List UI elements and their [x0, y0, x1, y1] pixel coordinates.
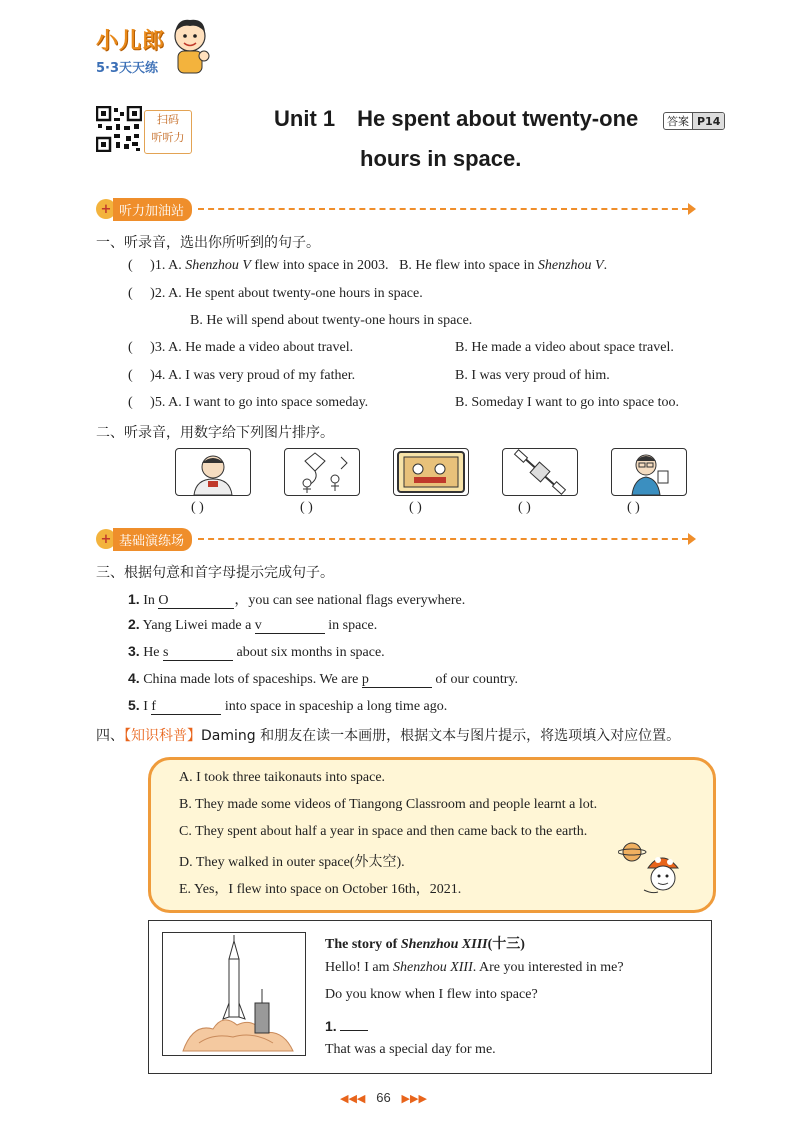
- prev-arrows-icon: ◀◀◀: [340, 1093, 366, 1105]
- item-number: )1.: [150, 258, 166, 273]
- story-title: [325, 933, 525, 953]
- fill-blank[interactable]: [158, 593, 234, 609]
- answer-paren-1[interactable]: ( ): [191, 500, 204, 515]
- answer-paren-3[interactable]: ( ): [409, 500, 422, 515]
- q1-item-2-option-b: B. He will spend about twenty-one hours in space.: [190, 313, 473, 328]
- page-number: 66: [376, 1090, 391, 1105]
- section-banner-listening: [96, 198, 696, 220]
- option-a-text: flew into space in 2003.: [250, 258, 389, 273]
- logo-title: 小儿郎: [96, 29, 166, 54]
- rocket-launch-icon: [163, 933, 305, 1055]
- q3-item-4: [128, 670, 518, 688]
- option-d: D. They walked in outer space(外太空).: [179, 855, 405, 870]
- q3-item-1: [128, 589, 465, 609]
- picture-boy-reading: [611, 448, 687, 496]
- fill-blank[interactable]: [151, 699, 221, 715]
- section-label: 基础演练场: [113, 528, 192, 551]
- scan-to-listen-label: [144, 110, 192, 154]
- option-a-text: A. He spent about twenty-one hours in space.: [168, 286, 423, 301]
- fill-blank[interactable]: [163, 645, 233, 661]
- fill-blank[interactable]: [362, 672, 432, 688]
- qr-label-line1: 扫码: [157, 113, 179, 126]
- sentence-end: into space in spaceship a long time ago.: [221, 699, 448, 714]
- answer-label: 答案: [667, 115, 689, 128]
- sentence-start: Yang Liwei made a: [142, 618, 255, 633]
- q1-item-3: ( )3. A. He made a video about travel.: [128, 340, 354, 355]
- answer-paren-2[interactable]: ( ): [300, 500, 313, 515]
- picture-space-station: [502, 448, 578, 496]
- divider: [198, 538, 688, 540]
- option-b-italic: Shenzhou V: [537, 258, 604, 273]
- option-a-text: A. I want to go into space someday.: [168, 395, 369, 410]
- question-3-heading: 三、根据句意和首字母提示完成句子。: [96, 565, 334, 581]
- rocket-launch-picture: [162, 932, 306, 1056]
- answer-page-badge: [663, 112, 725, 130]
- initial-letter: v: [254, 618, 262, 633]
- answer-page: P14: [692, 113, 724, 129]
- fill-blank[interactable]: [340, 1015, 368, 1031]
- question-2-heading: 二、听录音，用数字给下列图片排序。: [96, 425, 334, 441]
- q1-item-3-option-b: B. He made a video about space travel.: [455, 340, 674, 355]
- sentence-start: I: [143, 699, 152, 714]
- story-line-4: That was a special day for me.: [325, 1042, 496, 1057]
- item-number: )3.: [150, 340, 166, 355]
- line-italic: Shenzhou XIII: [393, 960, 473, 975]
- section-banner-basics: [96, 528, 696, 550]
- video-screen-icon: [394, 449, 468, 495]
- plus-icon: +: [96, 529, 116, 549]
- unit-title-line2: hours in space.: [360, 146, 522, 171]
- answer-paren-5[interactable]: ( ): [627, 500, 640, 515]
- option-a-italic: Shenzhou V: [185, 258, 251, 273]
- initial-letter: s: [163, 645, 169, 660]
- initial-letter: f: [151, 699, 157, 714]
- option-a: A. I took three taikonauts into space.: [179, 770, 386, 785]
- item-number: )5.: [150, 395, 166, 410]
- page-footer: [340, 1090, 427, 1105]
- boy-reading-icon: [612, 449, 686, 495]
- qr-label-line2: 听听力: [151, 131, 185, 144]
- arrow-right-icon: [688, 533, 696, 545]
- sentence-end: about six months in space.: [233, 645, 385, 660]
- mascot-boy-icon: [168, 16, 212, 78]
- sentence-start: In: [143, 593, 159, 608]
- unit-number: Unit 1: [274, 106, 336, 131]
- story-title-italic: Shenzhou XIII: [400, 937, 488, 952]
- heading-tag: 【知识科普】: [124, 728, 201, 744]
- item-number: 1.: [128, 591, 140, 607]
- item-number: 5.: [128, 697, 140, 713]
- logo-subtitle: 5·3天天练: [96, 61, 159, 76]
- option-a-prefix: A.: [168, 258, 186, 273]
- heading-number: 四、: [96, 728, 124, 744]
- item-number: 3.: [128, 643, 140, 659]
- unit-title-line1: [274, 106, 638, 132]
- item-number: )4.: [150, 368, 166, 383]
- q3-item-2: [128, 616, 377, 634]
- fill-blank[interactable]: [255, 618, 325, 634]
- answer-paren-4[interactable]: ( ): [518, 500, 531, 515]
- initial-letter: p: [361, 672, 369, 687]
- sentence-end: of our country.: [431, 672, 519, 687]
- q1-item-5: ( )5. A. I want to go into space someday.: [128, 395, 369, 410]
- item-number: 4.: [128, 670, 140, 686]
- unit-title-text: He spent about twenty-one: [357, 106, 639, 131]
- picture-kite-flying: [284, 448, 360, 496]
- sentence-end: in space.: [324, 618, 378, 633]
- astronaut-icon: [176, 449, 250, 495]
- option-b-prefix: B. He flew into space in: [399, 258, 538, 273]
- option-b-text: .: [603, 258, 608, 273]
- mascot-astronaut-icon: [618, 838, 694, 900]
- option-a-text: A. I was very proud of my father.: [168, 368, 356, 383]
- story-title-prefix: The story of: [325, 937, 401, 952]
- q1-item-4-option-b: B. I was very proud of him.: [455, 368, 610, 383]
- q1-item-5-option-b: B. Someday I want to go into space too.: [455, 395, 679, 410]
- story-line-1: [325, 960, 624, 976]
- line-end: . Are you interested in me?: [472, 960, 624, 975]
- kite-icon: [285, 449, 359, 495]
- sentence-start: China made lots of spaceships. We are: [143, 672, 362, 687]
- sentence-start: He: [143, 645, 164, 660]
- option-c: C. They spent about half a year in space and then came back to the earth.: [179, 824, 588, 839]
- item-number: )2.: [150, 286, 166, 301]
- q3-item-3: [128, 643, 385, 661]
- heading-text: Daming 和朋友在读一本画册，根据文本与图片提示，将选项填入对应位置。: [201, 728, 681, 744]
- question-1-heading: 一、听录音，选出你所听到的句子。: [96, 235, 320, 251]
- option-e: E. Yes，I flew into space on October 16th，2021.: [179, 882, 462, 897]
- next-arrows-icon: ▶▶▶: [401, 1093, 427, 1105]
- item-number: 2.: [128, 616, 140, 632]
- section-label: 听力加油站: [113, 198, 192, 221]
- sentence-end: ，you can see national flags everywhere.: [234, 593, 466, 608]
- story-line-2: Do you know when I flew into space?: [325, 987, 538, 1002]
- story-title-suffix: (十三): [487, 937, 525, 952]
- option-a-text: A. He made a video about travel.: [168, 340, 354, 355]
- divider: [198, 208, 688, 210]
- story-blank-line: [325, 1015, 368, 1036]
- q3-item-5: [128, 697, 447, 715]
- line-start: Hello! I am: [325, 960, 394, 975]
- qr-code-icon[interactable]: [96, 106, 142, 152]
- brand-logo: [96, 24, 165, 76]
- q1-item-2: ( )2. A. He spent about twenty-one hours in space.: [128, 286, 423, 301]
- option-b: B. They made some videos of Tiangong Classroom and people learnt a lot.: [179, 797, 598, 812]
- picture-astronaut: [175, 448, 251, 496]
- question-4-heading: [96, 725, 680, 745]
- space-station-icon: [503, 449, 577, 495]
- q1-item-1: ( )1. A. Shenzhou V flew into space in 2003. B. He flew into space in Shenzhou V.: [128, 258, 608, 273]
- blank-number: 1.: [325, 1018, 337, 1034]
- plus-icon: +: [96, 199, 116, 219]
- initial-letter: O: [158, 593, 169, 608]
- picture-classroom-video: [393, 448, 469, 496]
- arrow-right-icon: [688, 203, 696, 215]
- q1-item-4: ( )4. A. I was very proud of my father.: [128, 368, 356, 383]
